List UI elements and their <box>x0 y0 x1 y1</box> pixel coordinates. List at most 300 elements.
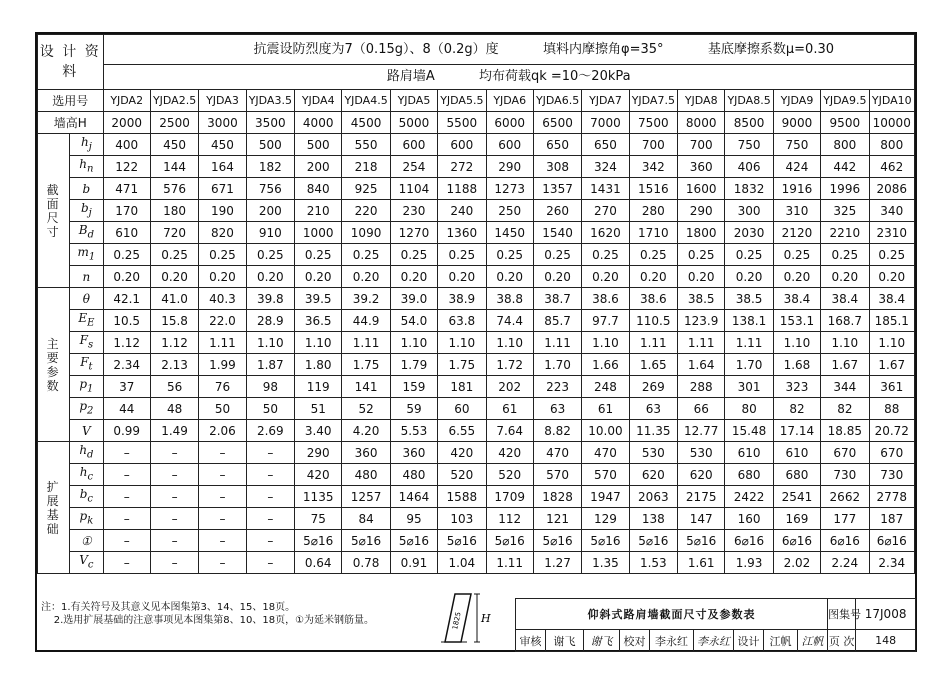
value-cell: 0.25 <box>199 244 246 266</box>
symbol-text: ① <box>81 533 92 548</box>
value-cell: 153.1 <box>773 310 820 332</box>
value-cell: 800 <box>821 134 869 156</box>
atlas-number: 17J008 <box>856 599 916 630</box>
value-cell: 1709 <box>486 486 533 508</box>
table-row <box>38 376 915 398</box>
value-cell: 38.6 <box>629 288 677 310</box>
value-cell: 1800 <box>678 222 725 244</box>
value-cell: 11.35 <box>629 420 677 442</box>
value-cell: 138.1 <box>725 310 773 332</box>
value-cell: 190 <box>199 200 246 222</box>
wall-type: 路肩墙A <box>386 69 435 84</box>
height-cell: 5000 <box>390 112 437 134</box>
value-cell: 0.25 <box>725 244 773 266</box>
value-cell: 406 <box>725 156 773 178</box>
value-cell: 450 <box>199 134 246 156</box>
value-cell: 1.10 <box>295 332 342 354</box>
value-cell: 52 <box>342 398 390 420</box>
symbol-cell <box>70 398 103 420</box>
value-cell: 0.20 <box>629 266 677 288</box>
value-cell: 17.14 <box>773 420 820 442</box>
value-cell: 141 <box>342 376 390 398</box>
symbol-text: $h_c$ <box>79 464 94 483</box>
value-cell: 1.65 <box>629 354 677 376</box>
value-cell: 0.20 <box>773 266 820 288</box>
value-cell: 2662 <box>821 486 869 508</box>
value-cell: 471 <box>103 178 150 200</box>
model-cell: YJDA3.5 <box>246 90 294 112</box>
value-cell: 200 <box>246 200 294 222</box>
height-cell: 8500 <box>725 112 773 134</box>
value-cell: 0.25 <box>486 244 533 266</box>
value-cell: 0.20 <box>342 266 390 288</box>
symbol-cell <box>70 486 103 508</box>
value-cell: 36.5 <box>295 310 342 332</box>
symbol-text: $p_k$ <box>79 508 94 527</box>
value-cell: 1.12 <box>103 332 150 354</box>
value-cell: 159 <box>390 376 437 398</box>
value-cell: 182 <box>246 156 294 178</box>
value-cell: 0.25 <box>821 244 869 266</box>
value-cell: 39.5 <box>295 288 342 310</box>
value-cell: 1431 <box>582 178 629 200</box>
value-cell: 2310 <box>869 222 914 244</box>
table-row <box>38 222 915 244</box>
height-cell: 10000 <box>869 112 914 134</box>
value-cell: 0.20 <box>103 266 150 288</box>
value-cell: 12.77 <box>678 420 725 442</box>
value-cell: 85.7 <box>533 310 581 332</box>
value-cell: 2030 <box>725 222 773 244</box>
value-cell: – <box>246 464 294 486</box>
designer-signature: 江帆 <box>798 630 828 652</box>
value-cell: 925 <box>342 178 390 200</box>
value-cell: 0.25 <box>438 244 486 266</box>
value-cell: 650 <box>533 134 581 156</box>
table-row <box>38 200 915 222</box>
value-cell: 0.91 <box>390 552 437 574</box>
table-row <box>38 266 915 288</box>
value-cell: 400 <box>103 134 150 156</box>
value-cell: 1947 <box>582 486 629 508</box>
model-cell: YJDA7.5 <box>629 90 677 112</box>
value-cell: – <box>150 464 198 486</box>
value-cell: 185.1 <box>869 310 914 332</box>
value-cell: 169 <box>773 508 820 530</box>
value-cell: 530 <box>629 442 677 464</box>
value-cell: 1090 <box>342 222 390 244</box>
table-row <box>38 244 915 266</box>
value-cell: 1450 <box>486 222 533 244</box>
value-cell: 1.04 <box>438 552 486 574</box>
value-cell: 10.5 <box>103 310 150 332</box>
model-cell: YJDA7 <box>582 90 629 112</box>
checker-name: 李永红 <box>650 630 694 652</box>
value-cell: 202 <box>486 376 533 398</box>
symbol-cell <box>70 442 103 464</box>
value-cell: 1.12 <box>150 332 198 354</box>
value-cell: 340 <box>869 200 914 222</box>
value-cell: 620 <box>629 464 677 486</box>
value-cell: 66 <box>678 398 725 420</box>
height-cell: 9000 <box>773 112 820 134</box>
value-cell: 1135 <box>295 486 342 508</box>
value-cell: 250 <box>486 200 533 222</box>
value-cell: 2120 <box>773 222 820 244</box>
value-cell: 0.25 <box>533 244 581 266</box>
value-cell: 38.9 <box>438 288 486 310</box>
value-cell: 1.10 <box>821 332 869 354</box>
value-cell: 1357 <box>533 178 581 200</box>
value-cell: 1.79 <box>390 354 437 376</box>
value-cell: 1.35 <box>582 552 629 574</box>
designer-name: 江帆 <box>764 630 798 652</box>
value-cell: 1.67 <box>821 354 869 376</box>
symbol-cell <box>70 266 103 288</box>
table-row <box>38 442 915 464</box>
value-cell: 1257 <box>342 486 390 508</box>
value-cell: – <box>246 442 294 464</box>
value-cell: 260 <box>533 200 581 222</box>
value-cell: 0.20 <box>246 266 294 288</box>
value-cell: 0.99 <box>103 420 150 442</box>
value-cell: 600 <box>438 134 486 156</box>
value-cell: 0.20 <box>150 266 198 288</box>
value-cell: 1.11 <box>725 332 773 354</box>
value-cell: 5⌀16 <box>582 530 629 552</box>
value-cell: 550 <box>342 134 390 156</box>
symbol-text: $h_d$ <box>79 442 94 461</box>
value-cell: 0.25 <box>582 244 629 266</box>
value-cell: – <box>103 464 150 486</box>
table-row <box>38 552 915 574</box>
value-cell: 324 <box>582 156 629 178</box>
value-cell: – <box>103 442 150 464</box>
value-cell: 301 <box>725 376 773 398</box>
value-cell: 750 <box>725 134 773 156</box>
symbol-cell <box>70 420 103 442</box>
height-cell: 4500 <box>342 112 390 134</box>
symbol-cell <box>70 530 103 552</box>
value-cell: 37 <box>103 376 150 398</box>
value-cell: 5⌀16 <box>390 530 437 552</box>
value-cell: 59 <box>390 398 437 420</box>
height-cell: 7000 <box>582 112 629 134</box>
value-cell: 0.20 <box>821 266 869 288</box>
value-cell: 308 <box>533 156 581 178</box>
value-cell: 38.6 <box>582 288 629 310</box>
value-cell: 112 <box>486 508 533 530</box>
value-cell: 1.70 <box>533 354 581 376</box>
value-cell: 0.25 <box>629 244 677 266</box>
wall-section-sketch <box>437 590 507 650</box>
value-cell: 10.00 <box>582 420 629 442</box>
symbol-cell <box>70 134 103 156</box>
value-cell: 0.25 <box>390 244 437 266</box>
value-cell: 2.13 <box>150 354 198 376</box>
value-cell: 5⌀16 <box>438 530 486 552</box>
symbol-cell <box>70 552 103 574</box>
value-cell: 323 <box>773 376 820 398</box>
value-cell: 1828 <box>533 486 581 508</box>
value-cell: 730 <box>869 464 914 486</box>
value-cell: 720 <box>150 222 198 244</box>
sheet-title: 仰斜式路肩墙截面尺寸及参数表 <box>516 599 828 630</box>
value-cell: 360 <box>390 442 437 464</box>
value-cell: 1.67 <box>869 354 914 376</box>
value-cell: 2.34 <box>103 354 150 376</box>
model-cell: YJDA2.5 <box>150 90 198 112</box>
value-cell: 6.55 <box>438 420 486 442</box>
value-cell: 280 <box>629 200 677 222</box>
value-cell: 240 <box>438 200 486 222</box>
value-cell: 570 <box>533 464 581 486</box>
value-cell: 310 <box>773 200 820 222</box>
value-cell: 1360 <box>438 222 486 244</box>
value-cell: 300 <box>725 200 773 222</box>
value-cell: – <box>150 486 198 508</box>
sketch-h-label: H <box>481 612 491 625</box>
value-cell: 38.4 <box>869 288 914 310</box>
symbol-cell <box>70 156 103 178</box>
height-label: 墙高H <box>38 112 104 134</box>
value-cell: 2.34 <box>869 552 914 574</box>
table-row <box>38 530 915 552</box>
value-cell: – <box>103 508 150 530</box>
value-cell: 1104 <box>390 178 437 200</box>
page-label: 页 次 <box>828 630 856 652</box>
value-cell: 1620 <box>582 222 629 244</box>
value-cell: 610 <box>773 442 820 464</box>
height-cell: 2000 <box>103 112 150 134</box>
symbol-cell <box>70 508 103 530</box>
value-cell: 44 <box>103 398 150 420</box>
value-cell: 1916 <box>773 178 820 200</box>
symbol-cell <box>70 244 103 266</box>
value-cell: 800 <box>869 134 914 156</box>
symbol-cell <box>70 178 103 200</box>
height-cell: 4000 <box>295 112 342 134</box>
value-cell: 0.64 <box>295 552 342 574</box>
value-cell: 0.20 <box>199 266 246 288</box>
value-cell: 170 <box>103 200 150 222</box>
value-cell: 6⌀16 <box>869 530 914 552</box>
value-cell: 138 <box>629 508 677 530</box>
value-cell: 1.93 <box>725 552 773 574</box>
value-cell: 5⌀16 <box>486 530 533 552</box>
value-cell: 129 <box>582 508 629 530</box>
value-cell: 500 <box>295 134 342 156</box>
value-cell: 1.64 <box>678 354 725 376</box>
value-cell: 1.11 <box>486 552 533 574</box>
value-cell: – <box>103 486 150 508</box>
value-cell: 84 <box>342 508 390 530</box>
height-cell: 6500 <box>533 112 581 134</box>
value-cell: 5⌀16 <box>629 530 677 552</box>
symbol-text: $h_j$ <box>80 134 92 153</box>
model-cell: YJDA8 <box>678 90 725 112</box>
value-cell: – <box>103 530 150 552</box>
value-cell: 76 <box>199 376 246 398</box>
value-cell: 38.7 <box>533 288 581 310</box>
value-cell: 20.72 <box>869 420 914 442</box>
model-cell: YJDA3 <box>199 90 246 112</box>
model-cell: YJDA8.5 <box>725 90 773 112</box>
value-cell: 1.10 <box>438 332 486 354</box>
height-cell: 9500 <box>821 112 869 134</box>
value-cell: 1.49 <box>150 420 198 442</box>
value-cell: 0.25 <box>869 244 914 266</box>
value-cell: – <box>150 552 198 574</box>
header-line-1 <box>103 35 914 65</box>
value-cell: 2.24 <box>821 552 869 574</box>
model-cell: YJDA4.5 <box>342 90 390 112</box>
value-cell: 420 <box>438 442 486 464</box>
value-cell: 39.0 <box>390 288 437 310</box>
value-cell: 0.20 <box>533 266 581 288</box>
height-cell: 3000 <box>199 112 246 134</box>
value-cell: 1.53 <box>629 552 677 574</box>
value-cell: 1464 <box>390 486 437 508</box>
value-cell: 38.5 <box>725 288 773 310</box>
value-cell: 820 <box>199 222 246 244</box>
value-cell: 82 <box>821 398 869 420</box>
uniform-load: 均布荷载qk =10～20kPa <box>478 69 631 84</box>
value-cell: 756 <box>246 178 294 200</box>
model-cell: YJDA5.5 <box>438 90 486 112</box>
value-cell: 1.87 <box>246 354 294 376</box>
value-cell: 39.2 <box>342 288 390 310</box>
table-row <box>38 178 915 200</box>
value-cell: 18.85 <box>821 420 869 442</box>
model-cell: YJDA5 <box>390 90 437 112</box>
symbol-text: $B_d$ <box>78 222 94 241</box>
value-cell: 2.06 <box>199 420 246 442</box>
value-cell: 40.3 <box>199 288 246 310</box>
value-cell: 1.27 <box>533 552 581 574</box>
value-cell: 470 <box>582 442 629 464</box>
value-cell: 1588 <box>438 486 486 508</box>
value-cell: 0.20 <box>725 266 773 288</box>
sketch-dim-label: 1825 <box>451 611 463 631</box>
value-cell: 0.20 <box>438 266 486 288</box>
value-cell: 1.11 <box>342 332 390 354</box>
value-cell: 4.20 <box>342 420 390 442</box>
value-cell: 2086 <box>869 178 914 200</box>
value-cell: 42.1 <box>103 288 150 310</box>
value-cell: 2422 <box>725 486 773 508</box>
value-cell: – <box>103 552 150 574</box>
table-row <box>38 464 915 486</box>
value-cell: 5⌀16 <box>533 530 581 552</box>
value-cell: 180 <box>150 200 198 222</box>
value-cell: 2778 <box>869 486 914 508</box>
symbol-text: $h_n$ <box>79 156 94 175</box>
model-cell: YJDA10 <box>869 90 914 112</box>
value-cell: 15.8 <box>150 310 198 332</box>
value-cell: 0.25 <box>103 244 150 266</box>
value-cell: 200 <box>295 156 342 178</box>
value-cell: 254 <box>390 156 437 178</box>
check-label: 校对 <box>620 630 650 652</box>
value-cell: 51 <box>295 398 342 420</box>
value-cell: 48 <box>150 398 198 420</box>
value-cell: 0.25 <box>773 244 820 266</box>
table-row <box>38 156 915 178</box>
symbol-text: θ <box>82 291 90 306</box>
value-cell: 2.02 <box>773 552 820 574</box>
value-cell: 38.4 <box>773 288 820 310</box>
value-cell: 290 <box>295 442 342 464</box>
value-cell: 97.7 <box>582 310 629 332</box>
symbol-text: $b_c$ <box>79 486 94 505</box>
value-cell: 168.7 <box>821 310 869 332</box>
value-cell: 480 <box>342 464 390 486</box>
value-cell: 6⌀16 <box>821 530 869 552</box>
value-cell: 63 <box>629 398 677 420</box>
value-cell: 61 <box>486 398 533 420</box>
value-cell: 28.9 <box>246 310 294 332</box>
value-cell: 7.64 <box>486 420 533 442</box>
value-cell: 1996 <box>821 178 869 200</box>
value-cell: 750 <box>773 134 820 156</box>
value-cell: 60 <box>438 398 486 420</box>
value-cell: 1.75 <box>438 354 486 376</box>
value-cell: 1000 <box>295 222 342 244</box>
value-cell: 671 <box>199 178 246 200</box>
value-cell: 15.48 <box>725 420 773 442</box>
value-cell: 1188 <box>438 178 486 200</box>
header-line-2 <box>103 65 914 90</box>
value-cell: 530 <box>678 442 725 464</box>
value-cell: 2.69 <box>246 420 294 442</box>
value-cell: 74.4 <box>486 310 533 332</box>
value-cell: 41.0 <box>150 288 198 310</box>
value-cell: 1832 <box>725 178 773 200</box>
symbol-cell <box>70 376 103 398</box>
value-cell: 500 <box>246 134 294 156</box>
value-cell: 360 <box>678 156 725 178</box>
value-cell: 121 <box>533 508 581 530</box>
value-cell: 110.5 <box>629 310 677 332</box>
value-cell: 223 <box>533 376 581 398</box>
value-cell: 38.4 <box>821 288 869 310</box>
value-cell: 1.66 <box>582 354 629 376</box>
value-cell: 360 <box>342 442 390 464</box>
value-cell: 0.25 <box>246 244 294 266</box>
value-cell: 570 <box>582 464 629 486</box>
value-cell: 2210 <box>821 222 869 244</box>
value-cell: 1.10 <box>486 332 533 354</box>
table-row <box>38 486 915 508</box>
value-cell: 480 <box>390 464 437 486</box>
value-cell: 0.20 <box>678 266 725 288</box>
value-cell: 147 <box>678 508 725 530</box>
symbol-text: $V_c$ <box>79 552 94 571</box>
drawing-sheet <box>35 32 917 652</box>
value-cell: – <box>246 530 294 552</box>
notes: 注：1.有关符号及其意义见本图集第3、14、15、18页。 2.选用扩展基础的注意事项见本图集第8、10、18页，①为延米钢筋量。 <box>41 602 375 626</box>
value-cell: 1.11 <box>533 332 581 354</box>
value-cell: 470 <box>533 442 581 464</box>
value-cell: 344 <box>821 376 869 398</box>
value-cell: 6⌀16 <box>773 530 820 552</box>
value-cell: 5.53 <box>390 420 437 442</box>
value-cell: 730 <box>821 464 869 486</box>
table-row <box>38 508 915 530</box>
value-cell: 1.10 <box>773 332 820 354</box>
height-cell: 3500 <box>246 112 294 134</box>
